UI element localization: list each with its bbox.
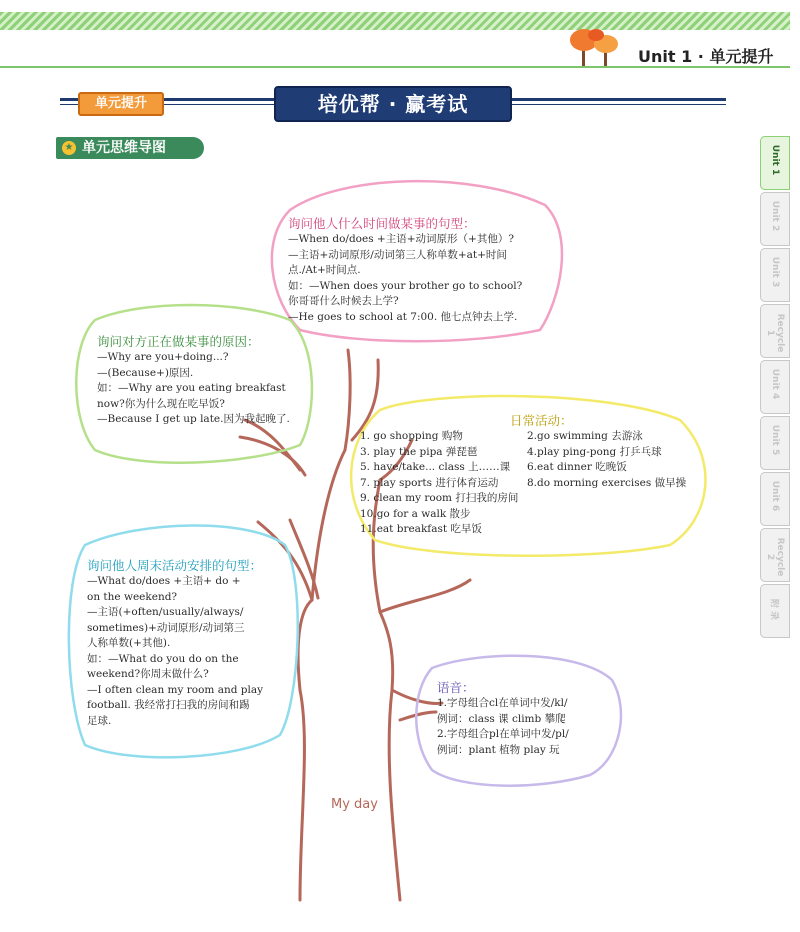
when-line-5: 你哥哥什么时候去上学? bbox=[288, 295, 399, 307]
why-bubble-title: 询问对方正在做某事的原因： bbox=[97, 334, 260, 349]
daily-bubble-title: 日常活动： bbox=[510, 413, 573, 428]
daily-list-right bbox=[527, 429, 686, 491]
branch-to-when bbox=[345, 350, 350, 450]
weekend-line-4: sometimes)+动词原形/动词第三 bbox=[87, 621, 245, 634]
weekend-line-1: —What do/does +主语+ do + bbox=[87, 575, 241, 587]
unit-boost-tag: 单元提升 bbox=[78, 92, 164, 116]
phonics-line-4: 例词：plant 植物 play 玩 bbox=[437, 743, 560, 756]
tab-unit-2[interactable]: Unit 2 bbox=[760, 192, 790, 246]
tab-unit-6[interactable]: Unit 6 bbox=[760, 472, 790, 526]
tab-recycle-1[interactable]: Recycle 1 bbox=[760, 304, 790, 358]
branch-to-daily-low bbox=[380, 580, 470, 612]
weekend-line-7: weekend?你周末做什么? bbox=[87, 668, 209, 680]
why-line-2: —(Because+)原因. bbox=[97, 366, 194, 379]
why-line-4: now?你为什么现在吃早饭? bbox=[97, 397, 225, 410]
weekend-line-5: 人称单数(+其他). bbox=[87, 637, 171, 649]
why-bubble bbox=[97, 332, 290, 428]
tab-recycle-2[interactable]: Recycle 2 bbox=[760, 528, 790, 582]
when-line-2: —主语+动词原形/动词第三人称单数+at+时间 bbox=[288, 248, 507, 261]
daily-item: 7. play sports 进行体育运动 bbox=[360, 476, 499, 489]
unit-title: Unit 1 · 单元提升 bbox=[638, 47, 774, 66]
tab-unit-4[interactable]: Unit 4 bbox=[760, 360, 790, 414]
phonics-line-3: 2.字母组合pl在单词中发/pl/ bbox=[437, 728, 569, 740]
tab-unit-3[interactable]: Unit 3 bbox=[760, 248, 790, 302]
daily-item: 9. clean my room 打扫我的房间 bbox=[360, 492, 519, 504]
branch-to-weekend bbox=[258, 522, 312, 600]
center-label: My day bbox=[331, 797, 378, 812]
branch-to-why bbox=[245, 420, 300, 470]
daily-item: 1. go shopping 购物 bbox=[360, 430, 463, 442]
daily-item: 3. play the pipa 弹琵琶 bbox=[360, 445, 478, 458]
daily-item: 8.do morning exercises 做早操 bbox=[527, 476, 687, 489]
daily-item: 6.eat dinner 吃晚饭 bbox=[527, 461, 627, 473]
daily-list-left bbox=[360, 429, 518, 538]
when-line-3: 点./At+时间点. bbox=[288, 264, 361, 276]
weekend-bubble-title: 询问他人周末活动安排的句型： bbox=[87, 558, 263, 573]
branch-center bbox=[312, 450, 345, 600]
when-line-6: —He goes to school at 7:00. 他七点钟去上学. bbox=[288, 310, 518, 323]
tab-unit-5[interactable]: Unit 5 bbox=[760, 416, 790, 470]
star-icon: ★ bbox=[62, 141, 76, 155]
daily-item: 10.go for a walk 散步 bbox=[360, 507, 471, 520]
trunk-left-edge bbox=[300, 690, 304, 900]
phonics-line-2: 例词：class 课 climb 攀爬 bbox=[437, 712, 566, 725]
trunk-right-edge bbox=[389, 690, 400, 900]
daily-item: 11.eat breakfast 吃早饭 bbox=[360, 523, 482, 535]
when-bubble bbox=[288, 214, 522, 325]
when-bubble-title: 询问他人什么时间做某事的句型： bbox=[288, 216, 476, 231]
daily-item: 4.play ping-pong 打乒乓球 bbox=[527, 445, 662, 458]
daily-item: 5. have/take... class 上……课 bbox=[360, 461, 511, 473]
why-line-3: 如：—Why are you eating breakfast bbox=[97, 382, 286, 394]
banner-title: 培优帮 · 赢考试 bbox=[274, 86, 512, 122]
when-line-4: 如：—When does your brother go to school? bbox=[288, 279, 523, 292]
weekend-line-8: —I often clean my room and play bbox=[87, 683, 264, 696]
weekend-bubble bbox=[87, 556, 263, 729]
weekend-line-9: football. 我经常打扫我的房间和踢 bbox=[87, 699, 250, 711]
daily-item: 2.go swimming 去游泳 bbox=[527, 430, 643, 442]
weekend-line-10: 足球. bbox=[87, 714, 112, 727]
why-line-1: —Why are you+doing...? bbox=[97, 351, 229, 363]
phonics-line-1: 1.字母组合cl在单词中发/kl/ bbox=[437, 697, 568, 709]
weekend-line-3: —主语(+often/usually/always/ bbox=[87, 606, 244, 618]
trunk-upper-left bbox=[298, 600, 312, 690]
when-line-1: —When do/does +主语+动词原形（+其他）? bbox=[288, 233, 514, 245]
tab-unit-1[interactable]: Unit 1 bbox=[760, 136, 790, 190]
phonics-bubble-title: 语音： bbox=[437, 680, 475, 695]
tab-appendix[interactable]: 附 录 bbox=[760, 584, 790, 638]
phonics-bubble bbox=[437, 678, 569, 758]
section-title-text: 单元思维导图 bbox=[82, 140, 166, 156]
weekend-line-2: on the weekend? bbox=[87, 590, 178, 603]
trunk-upper-right bbox=[380, 612, 393, 690]
why-line-5: —Because I get up late.因为我起晚了. bbox=[97, 413, 290, 425]
weekend-line-6: 如：—What do you do on the bbox=[87, 652, 239, 665]
